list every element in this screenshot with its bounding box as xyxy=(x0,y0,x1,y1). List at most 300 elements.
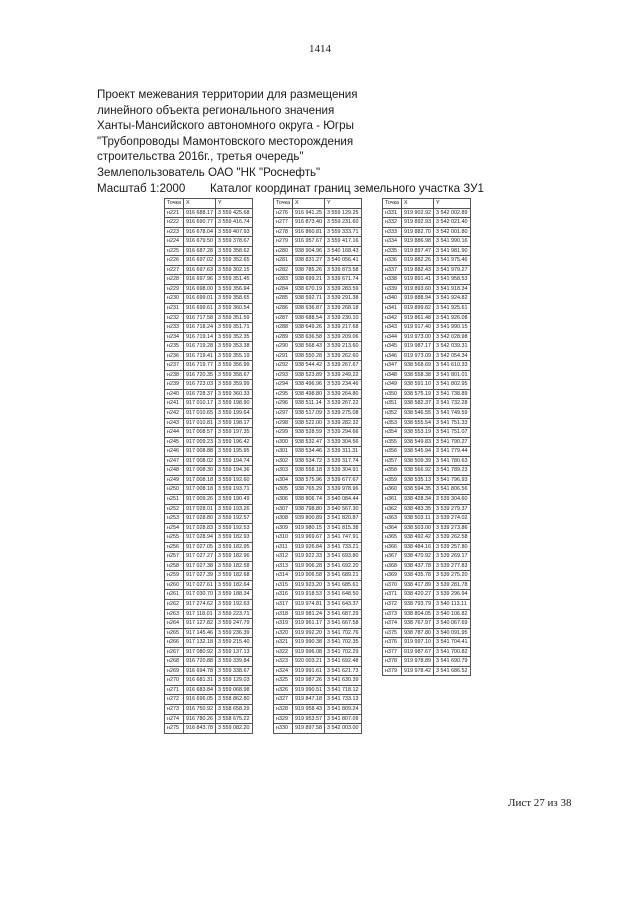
point-id-cell: н375 xyxy=(383,628,402,638)
x-coordinate-cell: 938 534.46 xyxy=(293,447,325,457)
table-row xyxy=(165,628,253,638)
point-id-cell: н232 xyxy=(165,313,184,323)
point-id-cell: н324 xyxy=(274,666,293,676)
table-row xyxy=(274,437,362,447)
point-id-cell: н298 xyxy=(274,418,293,428)
header-line: "Трубопроводы Мамонтовского месторождения xyxy=(97,134,354,148)
y-coordinate-cell: 3 541 692.48 xyxy=(325,657,361,667)
y-coordinate-cell: 3 541 738.89 xyxy=(434,389,470,399)
table-row xyxy=(165,256,253,266)
y-coordinate-cell: 3 539 274.02 xyxy=(434,514,470,524)
point-id-cell: н318 xyxy=(274,609,293,619)
table-row xyxy=(383,304,471,314)
x-coordinate-cell: 938 428.34 xyxy=(402,494,434,504)
x-coordinate-cell: 938 549.83 xyxy=(402,437,434,447)
table-row xyxy=(274,494,362,504)
x-coordinate-cell: 917 028.83 xyxy=(184,523,216,533)
point-id-cell: н345 xyxy=(383,342,402,352)
y-coordinate-cell: 3 542 039.31 xyxy=(434,342,470,352)
y-coordinate-cell: 3 539 273.86 xyxy=(434,523,470,533)
table-row xyxy=(274,724,362,734)
point-id-cell: н254 xyxy=(165,523,184,533)
y-coordinate-cell: 3 541 780.63 xyxy=(434,456,470,466)
point-id-cell: н227 xyxy=(165,265,184,275)
y-coordinate-cell: 3 541 686.52 xyxy=(434,666,470,676)
x-coordinate-cell: 938 532.47 xyxy=(293,437,325,447)
x-coordinate-cell: 938 904.96 xyxy=(293,246,325,256)
coordinate-table-2 xyxy=(273,198,362,734)
point-id-cell: н237 xyxy=(165,361,184,371)
y-coordinate-cell: 3 559 425.68 xyxy=(216,208,252,218)
point-id-cell: н315 xyxy=(274,580,293,590)
x-coordinate-cell: 916 719.41 xyxy=(184,351,216,361)
y-coordinate-cell: 3 539 230.10 xyxy=(325,313,361,323)
table-row xyxy=(383,647,471,657)
y-coordinate-cell: 3 541 975.46 xyxy=(434,256,470,266)
y-coordinate-cell: 3 559 417.16 xyxy=(325,237,361,247)
y-coordinate-cell: 3 559 247.79 xyxy=(216,619,252,629)
point-id-cell: н274 xyxy=(165,714,184,724)
x-coordinate-cell: 938 484.16 xyxy=(402,542,434,552)
x-coordinate-cell: 919 987.17 xyxy=(402,342,434,352)
x-coordinate-cell: 916 699.01 xyxy=(184,294,216,304)
x-coordinate-cell: 919 969.67 xyxy=(293,533,325,543)
x-coordinate-cell: 916 678.04 xyxy=(184,227,216,237)
y-coordinate-cell: 3 559 356.99 xyxy=(216,361,252,371)
table-row xyxy=(274,284,362,294)
y-coordinate-cell: 3 539 317.74 xyxy=(325,456,361,466)
y-coordinate-cell: 3 540 084.44 xyxy=(325,494,361,504)
point-id-cell: н342 xyxy=(383,313,402,323)
y-coordinate-cell: 3 541 790.27 xyxy=(434,437,470,447)
header-line: Ханты-Мансийского автономного округа - Югры xyxy=(97,119,354,133)
y-coordinate-cell: 3 539 275.08 xyxy=(325,409,361,419)
point-id-cell: н358 xyxy=(383,466,402,476)
y-coordinate-cell: 3 541 704.41 xyxy=(434,638,470,648)
x-coordinate-cell: 919 973.00 xyxy=(402,332,434,342)
x-coordinate-cell: 917 008.18 xyxy=(184,485,216,495)
point-id-cell: н354 xyxy=(383,428,402,438)
y-coordinate-cell: 3 559 182.95 xyxy=(216,542,252,552)
table-row xyxy=(165,552,253,562)
y-coordinate-cell: 3 539 262.58 xyxy=(434,533,470,543)
y-coordinate-cell: 3 539 296.94 xyxy=(434,590,470,600)
y-coordinate-cell: 3 539 217.68 xyxy=(325,323,361,333)
x-coordinate-cell: 919 917.40 xyxy=(402,323,434,333)
point-id-cell: н299 xyxy=(274,428,293,438)
y-coordinate-cell: 3 559 194.36 xyxy=(216,466,252,476)
table-row xyxy=(165,666,253,676)
point-id-cell: н365 xyxy=(383,533,402,543)
point-id-cell: н301 xyxy=(274,447,293,457)
x-coordinate-cell: 919 987.26 xyxy=(293,676,325,686)
table-row xyxy=(165,561,253,571)
x-coordinate-cell: 917 008.02 xyxy=(184,456,216,466)
point-id-cell: н350 xyxy=(383,389,402,399)
x-coordinate-cell: 917 008.30 xyxy=(184,466,216,476)
table-row xyxy=(383,208,471,218)
x-coordinate-cell: 938 544.42 xyxy=(293,361,325,371)
x-coordinate-cell: 917 009.23 xyxy=(184,437,216,447)
y-coordinate-cell: 3 539 304.56 xyxy=(325,437,361,447)
y-coordinate-cell: 3 539 209.06 xyxy=(325,332,361,342)
y-coordinate-cell: 3 559 360.33 xyxy=(216,389,252,399)
y-coordinate-cell: 3 539 311.31 xyxy=(325,447,361,457)
table-row xyxy=(383,437,471,447)
x-coordinate-cell: 916 719.28 xyxy=(184,342,216,352)
x-coordinate-cell: 938 503.11 xyxy=(402,514,434,524)
x-coordinate-cell: 917 027.39 xyxy=(184,571,216,581)
y-coordinate-cell: 3 541 702.29 xyxy=(325,647,361,657)
table-row xyxy=(274,485,362,495)
point-id-cell: н262 xyxy=(165,599,184,609)
y-coordinate-cell: 3 539 234.46 xyxy=(325,380,361,390)
y-coordinate-cell: 3 539 282.32 xyxy=(325,418,361,428)
y-coordinate-cell: 3 559 190.49 xyxy=(216,494,252,504)
table-header-row xyxy=(165,199,253,209)
y-coordinate-cell: 3 541 692.20 xyxy=(325,561,361,571)
x-coordinate-cell: 938 798.80 xyxy=(293,504,325,514)
catalog-title: Каталог координат границ земельного участка ЗУ1 xyxy=(210,182,484,195)
table-row xyxy=(383,361,471,371)
table-row xyxy=(165,647,253,657)
table-row xyxy=(383,609,471,619)
y-coordinate-cell: 3 541 918.34 xyxy=(434,284,470,294)
table-row xyxy=(165,265,253,275)
point-id-cell: н295 xyxy=(274,389,293,399)
x-coordinate-cell: 938 420.27 xyxy=(402,590,434,600)
x-coordinate-cell: 917 274.62 xyxy=(184,599,216,609)
point-id-cell: н269 xyxy=(165,666,184,676)
table-row xyxy=(274,208,362,218)
y-coordinate-cell: 3 539 267.67 xyxy=(325,361,361,371)
point-id-cell: н240 xyxy=(165,389,184,399)
x-coordinate-cell: 938 496.96 xyxy=(293,380,325,390)
x-coordinate-cell: 919 922.33 xyxy=(293,552,325,562)
point-id-cell: н285 xyxy=(274,294,293,304)
y-coordinate-cell: 3 559 188.34 xyxy=(216,590,252,600)
table-row xyxy=(274,256,362,266)
y-coordinate-cell: 3 542 028.98 xyxy=(434,332,470,342)
y-coordinate-cell: 3 559 192.57 xyxy=(216,514,252,524)
x-coordinate-cell: 916 688.17 xyxy=(184,208,216,218)
table-row xyxy=(274,657,362,667)
x-coordinate-cell: 917 028.80 xyxy=(184,514,216,524)
point-id-cell: н370 xyxy=(383,580,402,590)
point-id-cell: н355 xyxy=(383,437,402,447)
table-row xyxy=(274,609,362,619)
point-id-cell: н326 xyxy=(274,685,293,695)
y-coordinate-cell: 3 540 056.41 xyxy=(325,256,361,266)
y-coordinate-cell: 3 559 182.93 xyxy=(216,533,252,543)
table-row xyxy=(274,571,362,581)
x-coordinate-cell: 919 897.58 xyxy=(293,724,325,734)
point-id-cell: н271 xyxy=(165,685,184,695)
y-coordinate-cell: 3 541 690.79 xyxy=(434,657,470,667)
x-coordinate-cell: 919 882.26 xyxy=(402,256,434,266)
point-id-cell: н233 xyxy=(165,323,184,333)
x-coordinate-cell: 916 687.28 xyxy=(184,246,216,256)
point-id-cell: н329 xyxy=(274,714,293,724)
x-coordinate-cell: 917 008.18 xyxy=(184,475,216,485)
table-row xyxy=(165,294,253,304)
table-row xyxy=(274,265,362,275)
table-row xyxy=(383,475,471,485)
y-coordinate-cell: 3 559 358.62 xyxy=(216,246,252,256)
y-coordinate-cell: 3 559 199.64 xyxy=(216,409,252,419)
x-coordinate-cell: 917 030.70 xyxy=(184,590,216,600)
table-row xyxy=(274,695,362,705)
x-coordinate-cell: 917 027.05 xyxy=(184,542,216,552)
x-coordinate-cell: 938 575.19 xyxy=(402,389,434,399)
x-coordinate-cell: 916 720.88 xyxy=(184,657,216,667)
x-coordinate-cell: 917 027.61 xyxy=(184,580,216,590)
y-coordinate-cell: 3 559 129.25 xyxy=(325,208,361,218)
x-coordinate-cell: 938 550.28 xyxy=(293,351,325,361)
x-coordinate-cell: 917 027.27 xyxy=(184,552,216,562)
table-row xyxy=(383,504,471,514)
y-coordinate-cell: 3 559 231.60 xyxy=(325,218,361,228)
table-row xyxy=(383,351,471,361)
point-id-cell: н361 xyxy=(383,494,402,504)
y-coordinate-cell: 3 541 801.01 xyxy=(434,370,470,380)
table-row xyxy=(274,246,362,256)
point-id-cell: н321 xyxy=(274,638,293,648)
table-row xyxy=(165,418,253,428)
y-coordinate-cell: 3 539 269.17 xyxy=(434,552,470,562)
x-coordinate-cell: 916 720.35 xyxy=(184,370,216,380)
table-row xyxy=(165,380,253,390)
header-line: Проект межевания территории для размещения xyxy=(97,88,358,101)
x-coordinate-cell: 938 787.80 xyxy=(402,628,434,638)
x-coordinate-cell: 916 728.37 xyxy=(184,389,216,399)
header-line: Землепользователь ОАО "НК "Роснефть" xyxy=(97,165,321,179)
point-id-cell: н223 xyxy=(165,227,184,237)
point-id-cell: н372 xyxy=(383,599,402,609)
x-coordinate-cell: 938 511.14 xyxy=(293,399,325,409)
table-row xyxy=(274,447,362,457)
point-id-cell: н334 xyxy=(383,237,402,247)
point-id-cell: н231 xyxy=(165,304,184,314)
x-coordinate-cell: 919 893.60 xyxy=(402,284,434,294)
table-row xyxy=(165,246,253,256)
x-coordinate-cell: 938 555.54 xyxy=(402,418,434,428)
point-id-cell: н287 xyxy=(274,313,293,323)
point-id-cell: н268 xyxy=(165,657,184,667)
x-coordinate-cell: 916 697.02 xyxy=(184,256,216,266)
table-row xyxy=(383,571,471,581)
point-id-cell: н264 xyxy=(165,619,184,629)
x-coordinate-cell: 916 941.25 xyxy=(293,208,325,218)
x-coordinate-cell: 917 145.46 xyxy=(184,628,216,638)
point-id-cell: н276 xyxy=(274,208,293,218)
x-coordinate-cell: 919 978.42 xyxy=(402,666,434,676)
x-coordinate-cell: 938 831.27 xyxy=(293,256,325,266)
y-coordinate-cell: 3 559 351.45 xyxy=(216,275,252,285)
column-header: X xyxy=(402,199,434,209)
y-coordinate-cell: 3 539 262.60 xyxy=(325,351,361,361)
y-coordinate-cell: 3 558 862.80 xyxy=(216,695,252,705)
y-coordinate-cell: 3 559 182.58 xyxy=(216,561,252,571)
y-coordinate-cell: 3 540 091.95 xyxy=(434,628,470,638)
point-id-cell: н303 xyxy=(274,466,293,476)
x-coordinate-cell: 919 981.24 xyxy=(293,609,325,619)
point-id-cell: н258 xyxy=(165,561,184,571)
table-row xyxy=(274,704,362,714)
x-coordinate-cell: 938 785.26 xyxy=(293,265,325,275)
column-header: Точка xyxy=(383,199,402,209)
column-header: X xyxy=(293,199,325,209)
y-coordinate-cell: 3 541 789.23 xyxy=(434,466,470,476)
x-coordinate-cell: 938 535.13 xyxy=(402,475,434,485)
point-id-cell: н359 xyxy=(383,475,402,485)
y-coordinate-cell: 3 539 978.96 xyxy=(325,485,361,495)
point-id-cell: н346 xyxy=(383,351,402,361)
point-id-cell: н311 xyxy=(274,542,293,552)
table-row xyxy=(165,332,253,342)
table-row xyxy=(383,542,471,552)
table-row xyxy=(383,246,471,256)
point-id-cell: н379 xyxy=(383,666,402,676)
point-id-cell: н304 xyxy=(274,475,293,485)
point-id-cell: н266 xyxy=(165,638,184,648)
x-coordinate-cell: 919 891.41 xyxy=(402,275,434,285)
table-row xyxy=(165,227,253,237)
table-row xyxy=(274,418,362,428)
y-coordinate-cell: 3 541 689.21 xyxy=(325,571,361,581)
x-coordinate-cell: 938 558.18 xyxy=(293,466,325,476)
table-row xyxy=(274,399,362,409)
point-id-cell: н369 xyxy=(383,571,402,581)
point-id-cell: н253 xyxy=(165,514,184,524)
x-coordinate-cell: 919 923.20 xyxy=(293,580,325,590)
header-line: строительства 2016г., третья очередь" xyxy=(97,150,304,164)
table-row xyxy=(274,523,362,533)
header-line: Масштаб 1:2000 xyxy=(97,181,186,195)
point-id-cell: н377 xyxy=(383,647,402,657)
table-row xyxy=(165,494,253,504)
x-coordinate-cell: 917 127.82 xyxy=(184,619,216,629)
x-coordinate-cell: 919 926.84 xyxy=(293,542,325,552)
y-coordinate-cell: 3 559 198.17 xyxy=(216,418,252,428)
x-coordinate-cell: 938 636.87 xyxy=(293,304,325,314)
x-coordinate-cell: 938 558.38 xyxy=(402,370,434,380)
point-id-cell: н313 xyxy=(274,561,293,571)
table-row xyxy=(274,628,362,638)
header-line: линейного объекта регионального значения xyxy=(97,103,335,117)
x-coordinate-cell: 919 953.57 xyxy=(293,714,325,724)
x-coordinate-cell: 938 699.21 xyxy=(293,275,325,285)
point-id-cell: н323 xyxy=(274,657,293,667)
y-coordinate-cell: 3 559 194.74 xyxy=(216,456,252,466)
x-coordinate-cell: 919 888.94 xyxy=(402,294,434,304)
x-coordinate-cell: 916 780.26 xyxy=(184,714,216,724)
table-row xyxy=(383,389,471,399)
point-id-cell: н226 xyxy=(165,256,184,266)
point-id-cell: н314 xyxy=(274,571,293,581)
point-id-cell: н290 xyxy=(274,342,293,352)
point-id-cell: н278 xyxy=(274,227,293,237)
table-row xyxy=(274,514,362,524)
y-coordinate-cell: 3 559 215.40 xyxy=(216,638,252,648)
y-coordinate-cell: 3 541 610.33 xyxy=(434,361,470,371)
table-row xyxy=(383,590,471,600)
point-id-cell: н327 xyxy=(274,695,293,705)
table-row xyxy=(165,533,253,543)
y-coordinate-cell: 3 541 990.15 xyxy=(434,323,470,333)
page-number: 1414 xyxy=(309,43,331,55)
y-coordinate-cell: 3 539 264.80 xyxy=(325,389,361,399)
point-id-cell: н309 xyxy=(274,523,293,533)
table-row xyxy=(165,208,253,218)
y-coordinate-cell: 3 559 182.96 xyxy=(216,552,252,562)
table-row xyxy=(274,332,362,342)
y-coordinate-cell: 3 542 002.89 xyxy=(434,208,470,218)
y-coordinate-cell: 3 542 054.34 xyxy=(434,351,470,361)
point-id-cell: н332 xyxy=(383,218,402,228)
x-coordinate-cell: 919 882.70 xyxy=(402,227,434,237)
point-id-cell: н249 xyxy=(165,475,184,485)
point-id-cell: н366 xyxy=(383,542,402,552)
y-coordinate-cell: 3 541 733.13 xyxy=(325,695,361,705)
x-coordinate-cell: 916 694.78 xyxy=(184,666,216,676)
x-coordinate-cell: 938 793.79 xyxy=(402,599,434,609)
table-row xyxy=(165,409,253,419)
y-coordinate-cell: 3 539 873.58 xyxy=(325,265,361,275)
x-coordinate-cell: 916 679.50 xyxy=(184,237,216,247)
y-coordinate-cell: 3 541 925.61 xyxy=(434,304,470,314)
point-id-cell: н234 xyxy=(165,332,184,342)
point-id-cell: н336 xyxy=(383,256,402,266)
y-coordinate-cell: 3 559 198.90 xyxy=(216,399,252,409)
point-id-cell: н245 xyxy=(165,437,184,447)
x-coordinate-cell: 938 483.35 xyxy=(402,504,434,514)
table-header-row xyxy=(383,199,471,209)
x-coordinate-cell: 938 568.43 xyxy=(293,342,325,352)
point-id-cell: н247 xyxy=(165,456,184,466)
point-id-cell: н357 xyxy=(383,456,402,466)
point-id-cell: н294 xyxy=(274,380,293,390)
point-id-cell: н367 xyxy=(383,552,402,562)
point-id-cell: н312 xyxy=(274,552,293,562)
point-id-cell: н244 xyxy=(165,428,184,438)
table-row xyxy=(274,456,362,466)
table-row xyxy=(383,628,471,638)
y-coordinate-cell: 3 559 352.35 xyxy=(216,332,252,342)
y-coordinate-cell: 3 539 277.83 xyxy=(434,561,470,571)
point-id-cell: н305 xyxy=(274,485,293,495)
x-coordinate-cell: 919 992.20 xyxy=(293,628,325,638)
x-coordinate-cell: 917 008.57 xyxy=(184,428,216,438)
y-coordinate-cell: 3 559 352.65 xyxy=(216,256,252,266)
x-coordinate-cell: 919 902.92 xyxy=(402,208,434,218)
y-coordinate-cell: 3 540 113.11 xyxy=(434,599,470,609)
table-row xyxy=(165,428,253,438)
point-id-cell: н225 xyxy=(165,246,184,256)
y-coordinate-cell: 3 540 067.69 xyxy=(434,619,470,629)
x-coordinate-cell: 917 010.17 xyxy=(184,399,216,409)
y-coordinate-cell: 3 559 353.38 xyxy=(216,342,252,352)
point-id-cell: н263 xyxy=(165,609,184,619)
y-coordinate-cell: 3 539 671.74 xyxy=(325,275,361,285)
point-id-cell: н344 xyxy=(383,332,402,342)
x-coordinate-cell: 938 636.58 xyxy=(293,332,325,342)
table-row xyxy=(274,580,362,590)
point-id-cell: н257 xyxy=(165,552,184,562)
x-coordinate-cell: 917 028.01 xyxy=(184,504,216,514)
y-coordinate-cell: 3 559 236.39 xyxy=(216,628,252,638)
point-id-cell: н236 xyxy=(165,351,184,361)
